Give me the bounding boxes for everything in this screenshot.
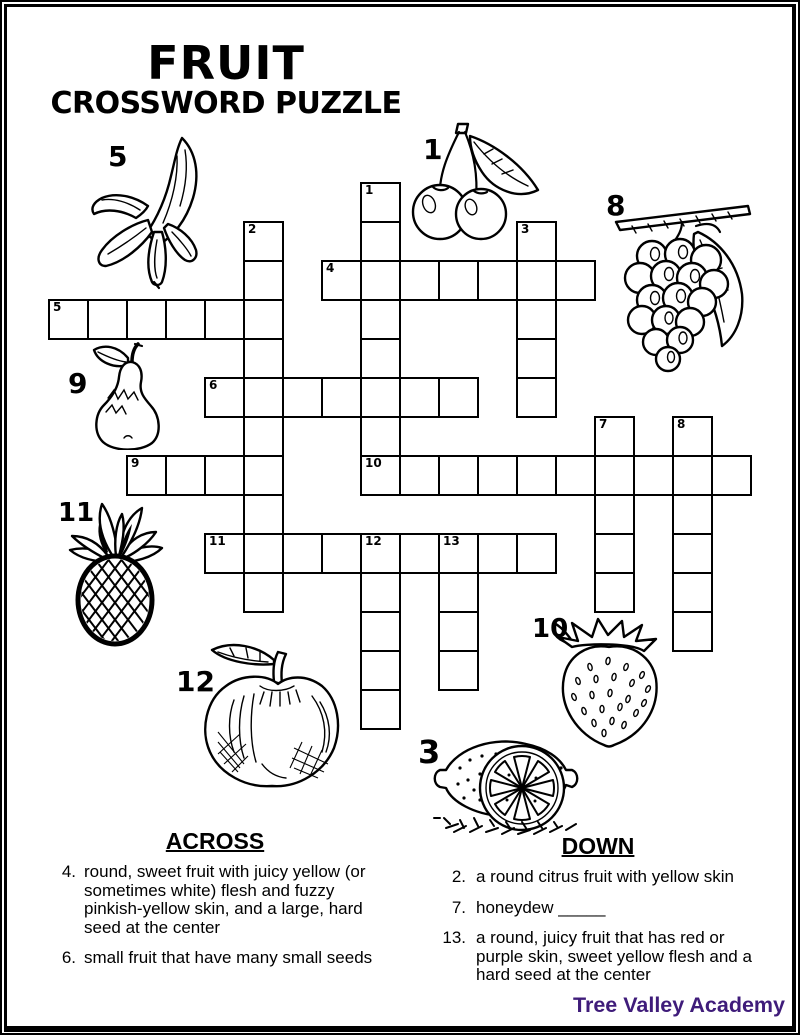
grapes-label: 8 xyxy=(606,189,626,222)
grid-cell xyxy=(672,455,713,496)
grid-cell xyxy=(243,260,284,301)
grid-cell xyxy=(438,650,479,691)
title-line-1: FRUIT xyxy=(147,36,305,90)
grid-cell xyxy=(360,689,401,730)
grid-cell xyxy=(672,494,713,535)
grid-cell xyxy=(399,377,440,418)
cell-number: 8 xyxy=(677,417,686,431)
grid-cell xyxy=(360,572,401,613)
banana-label: 5 xyxy=(108,140,128,173)
grid-cell xyxy=(399,260,440,301)
grid-cell xyxy=(204,455,245,496)
grid-cell xyxy=(243,416,284,457)
grid-cell xyxy=(438,572,479,613)
grid-cell xyxy=(672,611,713,652)
grid-cell xyxy=(360,182,401,223)
grid-cell xyxy=(360,533,401,574)
grid-cell xyxy=(243,338,284,379)
cell-number: 12 xyxy=(365,534,382,548)
apple-label: 12 xyxy=(176,665,215,698)
grid-cell xyxy=(672,416,713,457)
grid-cell xyxy=(243,494,284,535)
cell-number: 11 xyxy=(209,534,226,548)
grid-cell xyxy=(87,299,128,340)
clue-number: 2. xyxy=(451,867,466,886)
grid-cell xyxy=(360,650,401,691)
grid-cell xyxy=(477,533,518,574)
grid-cell xyxy=(243,455,284,496)
grid-cell xyxy=(243,221,284,262)
grid-cell xyxy=(321,533,362,574)
cell-number: 13 xyxy=(443,534,460,548)
clue-item xyxy=(425,929,771,985)
grid-cell xyxy=(594,494,635,535)
grid-cell xyxy=(360,260,401,301)
grid-cell xyxy=(243,377,284,418)
grid-cell xyxy=(204,533,245,574)
clue-item xyxy=(50,949,380,968)
lemon-illustration xyxy=(430,728,584,840)
clue-number: 7. xyxy=(451,897,466,917)
strawberry-label: 10 xyxy=(532,614,569,644)
grid-cell xyxy=(516,299,557,340)
grid-cell xyxy=(672,533,713,574)
grid-cell xyxy=(360,299,401,340)
grid-cell xyxy=(477,455,518,496)
grid-cell xyxy=(438,455,479,496)
grid-cell xyxy=(243,533,284,574)
grid-cell xyxy=(399,455,440,496)
grid-cell xyxy=(321,260,362,301)
grid-cell xyxy=(555,260,596,301)
title-line-2: CROSSWORD PUZZLE xyxy=(50,85,402,121)
grid-cell xyxy=(594,533,635,574)
pear-label: 9 xyxy=(68,367,88,400)
down-heading: DOWN xyxy=(561,833,635,859)
grid-cell xyxy=(360,416,401,457)
grid-cell xyxy=(633,455,674,496)
grid-cell xyxy=(477,260,518,301)
cell-number: 3 xyxy=(521,222,530,236)
grapes-illustration xyxy=(612,198,762,378)
down-clues-list xyxy=(425,868,771,985)
grid-cell xyxy=(516,455,557,496)
grid-cell xyxy=(438,533,479,574)
clue-item xyxy=(425,899,771,918)
grid-cell xyxy=(243,572,284,613)
apple-illustration xyxy=(194,640,348,795)
grid-cell xyxy=(516,221,557,262)
cherries-label: 1 xyxy=(423,133,443,166)
grid-cell xyxy=(204,377,245,418)
clue-item xyxy=(50,863,380,937)
grid-cell xyxy=(360,377,401,418)
clue-number: 13. xyxy=(442,928,466,947)
banana-illustration xyxy=(78,128,208,293)
lemon-label: 3 xyxy=(418,733,441,771)
pear-illustration xyxy=(86,342,170,450)
grid-cell xyxy=(204,299,245,340)
grid-cell xyxy=(711,455,752,496)
grid-cell xyxy=(360,455,401,496)
clue-number: 6. xyxy=(61,948,76,967)
cell-number: 9 xyxy=(131,456,140,470)
clue-text: a round, juicy fruit that has red or purple skin, sweet yellow flesh and a hard seed at the center xyxy=(476,928,752,984)
grid-cell xyxy=(126,455,167,496)
clue-text: honeydew _____ xyxy=(476,897,606,917)
clue-number: 4. xyxy=(61,862,76,881)
grid-cell xyxy=(516,260,557,301)
grid-cell xyxy=(360,611,401,652)
grid-cell xyxy=(165,455,206,496)
brand-logo-text: Tree Valley Academy xyxy=(573,993,785,1017)
pineapple-label: 11 xyxy=(58,498,95,528)
grid-cell xyxy=(321,377,362,418)
grid-cell xyxy=(360,221,401,262)
across-clues-section xyxy=(50,828,380,980)
page-title xyxy=(26,36,426,121)
grid-cell xyxy=(243,299,284,340)
cell-number: 4 xyxy=(326,261,335,275)
grid-cell xyxy=(360,338,401,379)
grid-cell xyxy=(126,299,167,340)
grid-cell xyxy=(516,377,557,418)
cell-number: 7 xyxy=(599,417,608,431)
grid-cell xyxy=(516,533,557,574)
grid-cell xyxy=(438,377,479,418)
grid-cell xyxy=(672,572,713,613)
clue-text: small fruit that have many small seeds xyxy=(84,948,373,967)
cell-number: 2 xyxy=(248,222,257,236)
grid-cell xyxy=(165,299,206,340)
clue-text: round, sweet fruit with juicy yellow (or sometimes white) flesh and fuzzy pinkish-yellow skin, and a large, hard seed at the center xyxy=(84,862,366,937)
cell-number: 1 xyxy=(365,183,374,197)
grid-cell xyxy=(516,338,557,379)
down-clues-section xyxy=(425,833,771,997)
grid-cell xyxy=(594,455,635,496)
grid-cell xyxy=(282,533,323,574)
across-clues-list xyxy=(50,863,380,968)
grid-cell xyxy=(438,611,479,652)
grid-cell xyxy=(438,260,479,301)
grid-cell xyxy=(555,455,596,496)
cell-number: 5 xyxy=(53,300,62,314)
clue-text: a round citrus fruit with yellow skin xyxy=(476,867,734,886)
grid-cell xyxy=(282,377,323,418)
across-heading: ACROSS xyxy=(165,828,265,854)
grid-cell xyxy=(48,299,89,340)
grid-cell xyxy=(594,416,635,457)
clue-item xyxy=(425,868,771,887)
cell-number: 6 xyxy=(209,378,218,392)
cell-number: 10 xyxy=(365,456,382,470)
grid-cell xyxy=(399,533,440,574)
grid-cell xyxy=(594,572,635,613)
